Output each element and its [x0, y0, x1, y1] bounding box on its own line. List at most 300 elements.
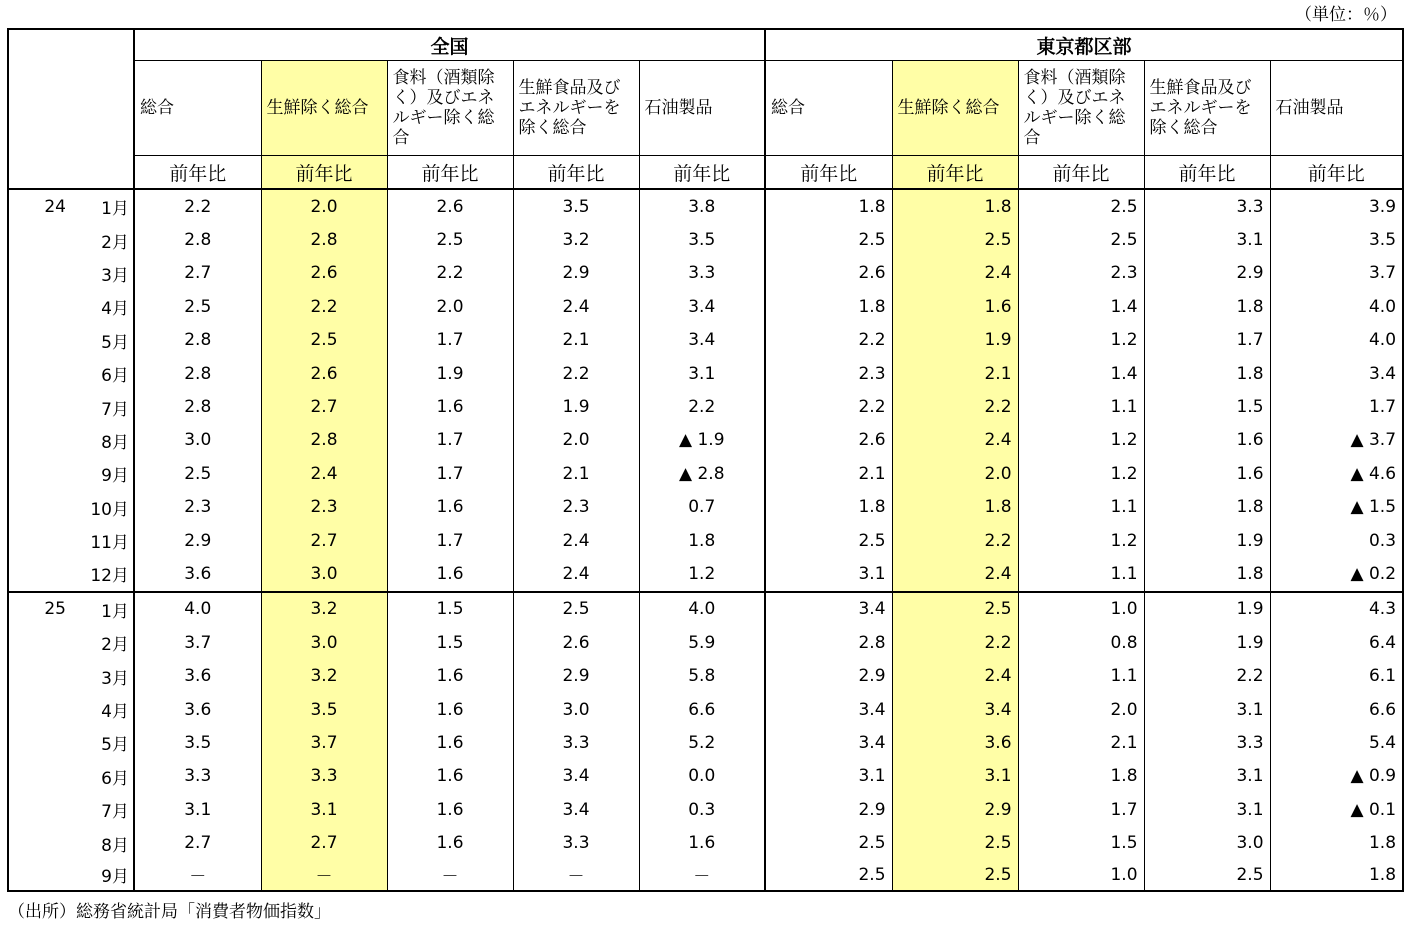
year-cell	[8, 826, 70, 859]
tokyo-ex-fresh-energy-value: 3.1	[1144, 693, 1270, 726]
year-cell	[8, 726, 70, 759]
national-petroleum-value: 1.2	[639, 557, 765, 591]
tokyo-overall-value: 2.2	[765, 324, 892, 357]
national-petroleum-value: ▲ 2.8	[639, 457, 765, 490]
national-ex-fresh-energy-value: 2.4	[513, 524, 639, 557]
sub-head-yoy: 前年比	[639, 156, 765, 190]
year-cell	[8, 760, 70, 793]
tokyo-core-value: 1.9	[892, 324, 1018, 357]
national-core-value: 2.5	[261, 324, 387, 357]
col-head-national-core: 生鮮除く総合	[261, 61, 387, 156]
sub-head-yoy: 前年比	[513, 156, 639, 190]
national-overall-value: 3.1	[134, 793, 261, 826]
tokyo-petroleum-value: 5.4	[1270, 726, 1403, 759]
national-ex-fresh-energy-value: 3.2	[513, 223, 639, 256]
national-core-value: 2.4	[261, 457, 387, 490]
month-cell: 9月	[70, 860, 134, 891]
national-ex-fresh-energy-value: 2.2	[513, 357, 639, 390]
national-core-core-value: 2.6	[387, 189, 513, 223]
table-row	[8, 626, 1403, 659]
national-core-value: 2.7	[261, 826, 387, 859]
national-core-value: 3.2	[261, 659, 387, 692]
tokyo-core-value: 3.1	[892, 760, 1018, 793]
tokyo-core-value: 2.0	[892, 457, 1018, 490]
month-cell: 11月	[90, 533, 129, 554]
tokyo-overall-value: 3.4	[765, 693, 892, 726]
national-core-core-value: 1.9	[387, 357, 513, 390]
tokyo-overall-value: 2.5	[765, 524, 892, 557]
table-header	[8, 29, 1403, 189]
tokyo-core-core-value: 1.1	[1018, 557, 1144, 591]
national-core-core-value: 1.6	[387, 491, 513, 524]
national-petroleum-value: 5.9	[639, 626, 765, 659]
tokyo-core-value: 2.9	[892, 793, 1018, 826]
national-overall-value: －	[134, 860, 261, 891]
year-cell	[8, 860, 70, 891]
national-core-core-value: 1.7	[387, 524, 513, 557]
tokyo-core-value: 2.5	[892, 826, 1018, 859]
tokyo-overall-value: 3.1	[765, 760, 892, 793]
tokyo-petroleum-value: 6.4	[1270, 626, 1403, 659]
tokyo-core-core-value: 1.2	[1018, 457, 1144, 490]
national-core-core-value: 1.7	[387, 324, 513, 357]
national-core-value: 2.7	[261, 524, 387, 557]
tokyo-core-core-value: 0.8	[1018, 626, 1144, 659]
tokyo-petroleum-value: 1.7	[1270, 390, 1403, 423]
national-overall-value: 3.0	[134, 424, 261, 457]
tokyo-core-value: 2.2	[892, 524, 1018, 557]
national-petroleum-value: 3.5	[639, 223, 765, 256]
tokyo-core-core-value: 1.0	[1018, 592, 1144, 626]
year-cell	[8, 491, 70, 524]
year-cell	[8, 357, 70, 390]
col-head-tokyo-petroleum: 石油製品	[1270, 61, 1403, 156]
table-row	[8, 726, 1403, 759]
month-cell: 5月	[101, 735, 129, 756]
table-row	[8, 860, 1403, 891]
tokyo-overall-value: 2.3	[765, 357, 892, 390]
tokyo-petroleum-value: 4.3	[1270, 592, 1403, 626]
national-ex-fresh-energy-value: 3.0	[513, 693, 639, 726]
tokyo-core-value: 2.4	[892, 659, 1018, 692]
tokyo-overall-value: 2.6	[765, 257, 892, 290]
corner-cell-year	[8, 29, 70, 189]
national-overall-value: 3.6	[134, 659, 261, 692]
national-overall-value: 2.8	[134, 357, 261, 390]
national-petroleum-value: －	[639, 860, 765, 891]
tokyo-petroleum-value: ▲ 4.6	[1270, 457, 1403, 490]
national-core-value: 2.3	[261, 491, 387, 524]
tokyo-petroleum-value: 3.5	[1270, 223, 1403, 256]
col-head-national-petroleum: 石油製品	[639, 61, 765, 156]
national-petroleum-value: 5.2	[639, 726, 765, 759]
national-ex-fresh-energy-value: 3.4	[513, 793, 639, 826]
source-note: （出所）総務省統計局「消費者物価指数」	[8, 902, 331, 922]
year-cell	[8, 524, 70, 557]
tokyo-core-core-value: 1.5	[1018, 826, 1144, 859]
national-overall-value: 2.8	[134, 390, 261, 423]
tokyo-petroleum-value: 4.0	[1270, 290, 1403, 323]
tokyo-ex-fresh-energy-value: 2.2	[1144, 659, 1270, 692]
national-core-value: 2.8	[261, 424, 387, 457]
national-core-core-value: 1.6	[387, 760, 513, 793]
national-petroleum-value: 1.6	[639, 826, 765, 859]
month-cell: 12月	[90, 566, 129, 587]
year-cell	[8, 223, 70, 256]
national-ex-fresh-energy-value: 2.4	[513, 557, 639, 591]
national-ex-fresh-energy-value: 2.4	[513, 290, 639, 323]
table-row	[8, 457, 1403, 490]
tokyo-core-core-value: 1.1	[1018, 491, 1144, 524]
national-core-value: 3.0	[261, 557, 387, 591]
table-row	[8, 491, 1403, 524]
tokyo-petroleum-value: ▲ 3.7	[1270, 424, 1403, 457]
tokyo-ex-fresh-energy-value: 2.9	[1144, 257, 1270, 290]
year-cell: 25	[8, 592, 70, 626]
table-row	[8, 390, 1403, 423]
month-cell: 8月	[101, 432, 129, 453]
corner-cell-month	[70, 29, 134, 189]
national-ex-fresh-energy-value: 3.5	[513, 189, 639, 223]
national-core-core-value: 2.2	[387, 257, 513, 290]
year-cell	[8, 324, 70, 357]
table-row	[8, 424, 1403, 457]
cpi-table	[7, 28, 1404, 892]
tokyo-ex-fresh-energy-value: 3.0	[1144, 826, 1270, 859]
table-row	[8, 290, 1403, 323]
tokyo-petroleum-value: 3.7	[1270, 257, 1403, 290]
national-overall-value: 2.9	[134, 524, 261, 557]
tokyo-core-core-value: 1.4	[1018, 290, 1144, 323]
national-core-core-value: 1.7	[387, 457, 513, 490]
unit-label: （単位：％）	[1295, 5, 1397, 25]
national-overall-value: 3.6	[134, 693, 261, 726]
national-ex-fresh-energy-value: 2.9	[513, 659, 639, 692]
group-header-tokyo: 東京都区部	[765, 29, 1403, 61]
national-petroleum-value: 3.8	[639, 189, 765, 223]
national-core-core-value: －	[387, 860, 513, 891]
national-overall-value: 2.2	[134, 189, 261, 223]
month-cell: 1月	[70, 189, 134, 223]
national-overall-value: 2.5	[134, 290, 261, 323]
tokyo-core-value: 2.4	[892, 557, 1018, 591]
table-row	[8, 826, 1403, 859]
month-cell: 2月	[101, 635, 129, 656]
col-head-tokyo-overall: 総合	[765, 61, 892, 156]
sub-head-yoy: 前年比	[892, 156, 1018, 190]
tokyo-ex-fresh-energy-value: 1.9	[1144, 626, 1270, 659]
year-cell	[8, 257, 70, 290]
national-core-core-value: 1.6	[387, 693, 513, 726]
tokyo-core-core-value: 2.1	[1018, 726, 1144, 759]
sub-head-yoy: 前年比	[765, 156, 892, 190]
tokyo-overall-value: 2.1	[765, 457, 892, 490]
tokyo-ex-fresh-energy-value: 1.8	[1144, 290, 1270, 323]
sub-head-yoy: 前年比	[1144, 156, 1270, 190]
tokyo-core-value: 2.4	[892, 424, 1018, 457]
tokyo-core-value: 2.5	[892, 860, 1018, 891]
national-core-value: 3.7	[261, 726, 387, 759]
national-core-value: 2.7	[261, 390, 387, 423]
national-petroleum-value: 2.2	[639, 390, 765, 423]
national-overall-value: 2.7	[134, 257, 261, 290]
tokyo-overall-value: 2.2	[765, 390, 892, 423]
national-core-core-value: 1.5	[387, 592, 513, 626]
national-core-core-value: 2.0	[387, 290, 513, 323]
col-head-tokyo-core: 生鮮除く総合	[892, 61, 1018, 156]
national-ex-fresh-energy-value: 2.5	[513, 592, 639, 626]
table-row	[8, 793, 1403, 826]
national-core-value: 3.2	[261, 592, 387, 626]
tokyo-ex-fresh-energy-value: 1.8	[1144, 557, 1270, 591]
col-head-tokyo-ex-fresh-energy: 生鮮食品及びエネルギーを除く総合	[1144, 61, 1270, 156]
national-overall-value: 3.5	[134, 726, 261, 759]
col-head-national-ex-fresh-energy: 生鮮食品及びエネルギーを除く総合	[513, 61, 639, 156]
national-core-value: 3.3	[261, 760, 387, 793]
tokyo-overall-value: 3.1	[765, 557, 892, 591]
tokyo-core-value: 1.6	[892, 290, 1018, 323]
national-core-core-value: 1.6	[387, 557, 513, 591]
tokyo-overall-value: 2.5	[765, 223, 892, 256]
tokyo-overall-value: 2.8	[765, 626, 892, 659]
table-row	[8, 324, 1403, 357]
tokyo-petroleum-value: 0.3	[1270, 524, 1403, 557]
national-petroleum-value: 3.4	[639, 290, 765, 323]
table-row	[8, 592, 1403, 626]
national-ex-fresh-energy-value: 3.3	[513, 826, 639, 859]
tokyo-overall-value: 2.5	[765, 826, 892, 859]
month-cell: 4月	[101, 299, 129, 320]
national-core-core-value: 2.5	[387, 223, 513, 256]
tokyo-core-core-value: 1.4	[1018, 357, 1144, 390]
year-cell	[8, 390, 70, 423]
national-core-value: 2.6	[261, 257, 387, 290]
national-core-core-value: 1.6	[387, 726, 513, 759]
tokyo-core-core-value: 2.5	[1018, 189, 1144, 223]
national-ex-fresh-energy-value: 2.1	[513, 324, 639, 357]
month-cell: 10月	[90, 499, 129, 520]
tokyo-petroleum-value: 3.9	[1270, 189, 1403, 223]
month-cell: 4月	[101, 702, 129, 723]
tokyo-ex-fresh-energy-value: 3.1	[1144, 760, 1270, 793]
year-cell	[8, 457, 70, 490]
national-petroleum-value: 1.8	[639, 524, 765, 557]
month-cell: 6月	[101, 366, 129, 387]
table-row	[8, 189, 1403, 223]
national-overall-value: 4.0	[134, 592, 261, 626]
national-overall-value: 2.7	[134, 826, 261, 859]
tokyo-overall-value: 2.6	[765, 424, 892, 457]
tokyo-petroleum-value: ▲ 0.2	[1270, 557, 1403, 591]
tokyo-ex-fresh-energy-value: 1.5	[1144, 390, 1270, 423]
national-core-value: 2.0	[261, 189, 387, 223]
national-overall-value: 3.6	[134, 557, 261, 591]
sub-head-yoy: 前年比	[387, 156, 513, 190]
tokyo-overall-value: 1.8	[765, 189, 892, 223]
tokyo-core-value: 2.4	[892, 257, 1018, 290]
col-head-tokyo-core-core: 食料（酒類除く）及びエネルギー除く総合	[1018, 61, 1144, 156]
national-ex-fresh-energy-value: 2.9	[513, 257, 639, 290]
month-cell: 2月	[101, 232, 129, 253]
national-ex-fresh-energy-value: 2.1	[513, 457, 639, 490]
tokyo-core-core-value: 2.5	[1018, 223, 1144, 256]
tokyo-core-value: 2.1	[892, 357, 1018, 390]
tokyo-overall-value: 2.9	[765, 659, 892, 692]
table-row	[8, 659, 1403, 692]
tokyo-petroleum-value: 6.1	[1270, 659, 1403, 692]
tokyo-overall-value: 2.5	[765, 860, 892, 891]
tokyo-ex-fresh-energy-value: 1.6	[1144, 424, 1270, 457]
month-cell: 7月	[101, 802, 129, 823]
col-head-national-overall: 総合	[134, 61, 261, 156]
national-core-value: 2.6	[261, 357, 387, 390]
tokyo-core-core-value: 1.7	[1018, 793, 1144, 826]
month-cell: 3月	[101, 668, 129, 689]
table-row	[8, 760, 1403, 793]
national-core-value: －	[261, 860, 387, 891]
tokyo-core-value: 3.4	[892, 693, 1018, 726]
tokyo-petroleum-value: 6.6	[1270, 693, 1403, 726]
year-cell: 24	[8, 189, 70, 223]
tokyo-core-core-value: 1.2	[1018, 524, 1144, 557]
tokyo-core-core-value: 1.1	[1018, 659, 1144, 692]
tokyo-core-core-value: 1.2	[1018, 424, 1144, 457]
tokyo-core-core-value: 1.0	[1018, 860, 1144, 891]
year-cell	[8, 659, 70, 692]
table-row	[8, 693, 1403, 726]
national-core-value: 3.1	[261, 793, 387, 826]
national-petroleum-value: 4.0	[639, 592, 765, 626]
tokyo-petroleum-value: ▲ 0.1	[1270, 793, 1403, 826]
national-core-value: 3.5	[261, 693, 387, 726]
national-core-value: 2.8	[261, 223, 387, 256]
table-body	[8, 189, 1403, 891]
national-core-core-value: 1.5	[387, 626, 513, 659]
tokyo-petroleum-value: ▲ 1.5	[1270, 491, 1403, 524]
national-core-value: 3.0	[261, 626, 387, 659]
year-cell	[8, 693, 70, 726]
sub-head-yoy: 前年比	[134, 156, 261, 190]
year-cell	[8, 557, 70, 591]
tokyo-core-core-value: 2.0	[1018, 693, 1144, 726]
tokyo-core-value: 2.5	[892, 592, 1018, 626]
national-overall-value: 2.8	[134, 324, 261, 357]
table-row	[8, 357, 1403, 390]
tokyo-petroleum-value: 3.4	[1270, 357, 1403, 390]
group-header-national: 全国	[134, 29, 765, 61]
national-petroleum-value: 0.0	[639, 760, 765, 793]
tokyo-petroleum-value: ▲ 0.9	[1270, 760, 1403, 793]
national-ex-fresh-energy-value: －	[513, 860, 639, 891]
tokyo-overall-value: 3.4	[765, 592, 892, 626]
year-cell	[8, 626, 70, 659]
year-cell	[8, 793, 70, 826]
national-core-value: 2.2	[261, 290, 387, 323]
tokyo-overall-value: 2.9	[765, 793, 892, 826]
tokyo-ex-fresh-energy-value: 3.1	[1144, 223, 1270, 256]
national-ex-fresh-energy-value: 2.6	[513, 626, 639, 659]
table-row	[8, 557, 1403, 591]
national-ex-fresh-energy-value: 2.0	[513, 424, 639, 457]
tokyo-core-core-value: 2.3	[1018, 257, 1144, 290]
national-petroleum-value: 6.6	[639, 693, 765, 726]
year-cell	[8, 424, 70, 457]
tokyo-ex-fresh-energy-value: 1.9	[1144, 592, 1270, 626]
year-cell	[8, 290, 70, 323]
national-petroleum-value: 3.1	[639, 357, 765, 390]
tokyo-ex-fresh-energy-value: 2.5	[1144, 860, 1270, 891]
month-cell: 9月	[101, 466, 129, 487]
month-cell: 8月	[101, 835, 129, 856]
national-core-core-value: 1.6	[387, 390, 513, 423]
national-core-core-value: 1.6	[387, 793, 513, 826]
national-core-core-value: 1.7	[387, 424, 513, 457]
tokyo-ex-fresh-energy-value: 1.9	[1144, 524, 1270, 557]
tokyo-ex-fresh-energy-value: 3.1	[1144, 793, 1270, 826]
tokyo-ex-fresh-energy-value: 1.8	[1144, 357, 1270, 390]
sub-head-yoy: 前年比	[261, 156, 387, 190]
national-overall-value: 2.3	[134, 491, 261, 524]
month-cell: 3月	[101, 265, 129, 286]
tokyo-ex-fresh-energy-value: 3.3	[1144, 726, 1270, 759]
table-row	[8, 257, 1403, 290]
national-core-core-value: 1.6	[387, 826, 513, 859]
national-petroleum-value: 0.7	[639, 491, 765, 524]
national-ex-fresh-energy-value: 2.3	[513, 491, 639, 524]
national-overall-value: 3.7	[134, 626, 261, 659]
month-cell: 1月	[70, 592, 134, 626]
sub-head-yoy: 前年比	[1018, 156, 1144, 190]
tokyo-ex-fresh-energy-value: 1.6	[1144, 457, 1270, 490]
tokyo-overall-value: 3.4	[765, 726, 892, 759]
tokyo-core-value: 3.6	[892, 726, 1018, 759]
tokyo-core-core-value: 1.1	[1018, 390, 1144, 423]
tokyo-petroleum-value: 1.8	[1270, 826, 1403, 859]
national-petroleum-value: ▲ 1.9	[639, 424, 765, 457]
month-cell: 7月	[101, 399, 129, 420]
tokyo-core-value: 2.5	[892, 223, 1018, 256]
national-ex-fresh-energy-value: 3.3	[513, 726, 639, 759]
tokyo-core-value: 1.8	[892, 491, 1018, 524]
tokyo-ex-fresh-energy-value: 1.7	[1144, 324, 1270, 357]
sub-head-yoy: 前年比	[1270, 156, 1403, 190]
national-core-core-value: 1.6	[387, 659, 513, 692]
tokyo-core-core-value: 1.8	[1018, 760, 1144, 793]
national-overall-value: 2.8	[134, 223, 261, 256]
tokyo-petroleum-value: 4.0	[1270, 324, 1403, 357]
tokyo-overall-value: 1.8	[765, 491, 892, 524]
national-petroleum-value: 5.8	[639, 659, 765, 692]
month-cell: 5月	[101, 332, 129, 353]
month-cell: 6月	[101, 768, 129, 789]
national-petroleum-value: 3.4	[639, 324, 765, 357]
tokyo-core-value: 2.2	[892, 390, 1018, 423]
tokyo-core-core-value: 1.2	[1018, 324, 1144, 357]
tokyo-core-value: 1.8	[892, 189, 1018, 223]
tokyo-ex-fresh-energy-value: 1.8	[1144, 491, 1270, 524]
tokyo-overall-value: 1.8	[765, 290, 892, 323]
tokyo-ex-fresh-energy-value: 3.3	[1144, 189, 1270, 223]
national-overall-value: 2.5	[134, 457, 261, 490]
national-petroleum-value: 0.3	[639, 793, 765, 826]
table-row	[8, 524, 1403, 557]
table-row	[8, 223, 1403, 256]
tokyo-core-value: 2.2	[892, 626, 1018, 659]
national-petroleum-value: 3.3	[639, 257, 765, 290]
col-head-national-core-core: 食料（酒類除く）及びエネルギー除く総合	[387, 61, 513, 156]
national-overall-value: 3.3	[134, 760, 261, 793]
national-ex-fresh-energy-value: 3.4	[513, 760, 639, 793]
